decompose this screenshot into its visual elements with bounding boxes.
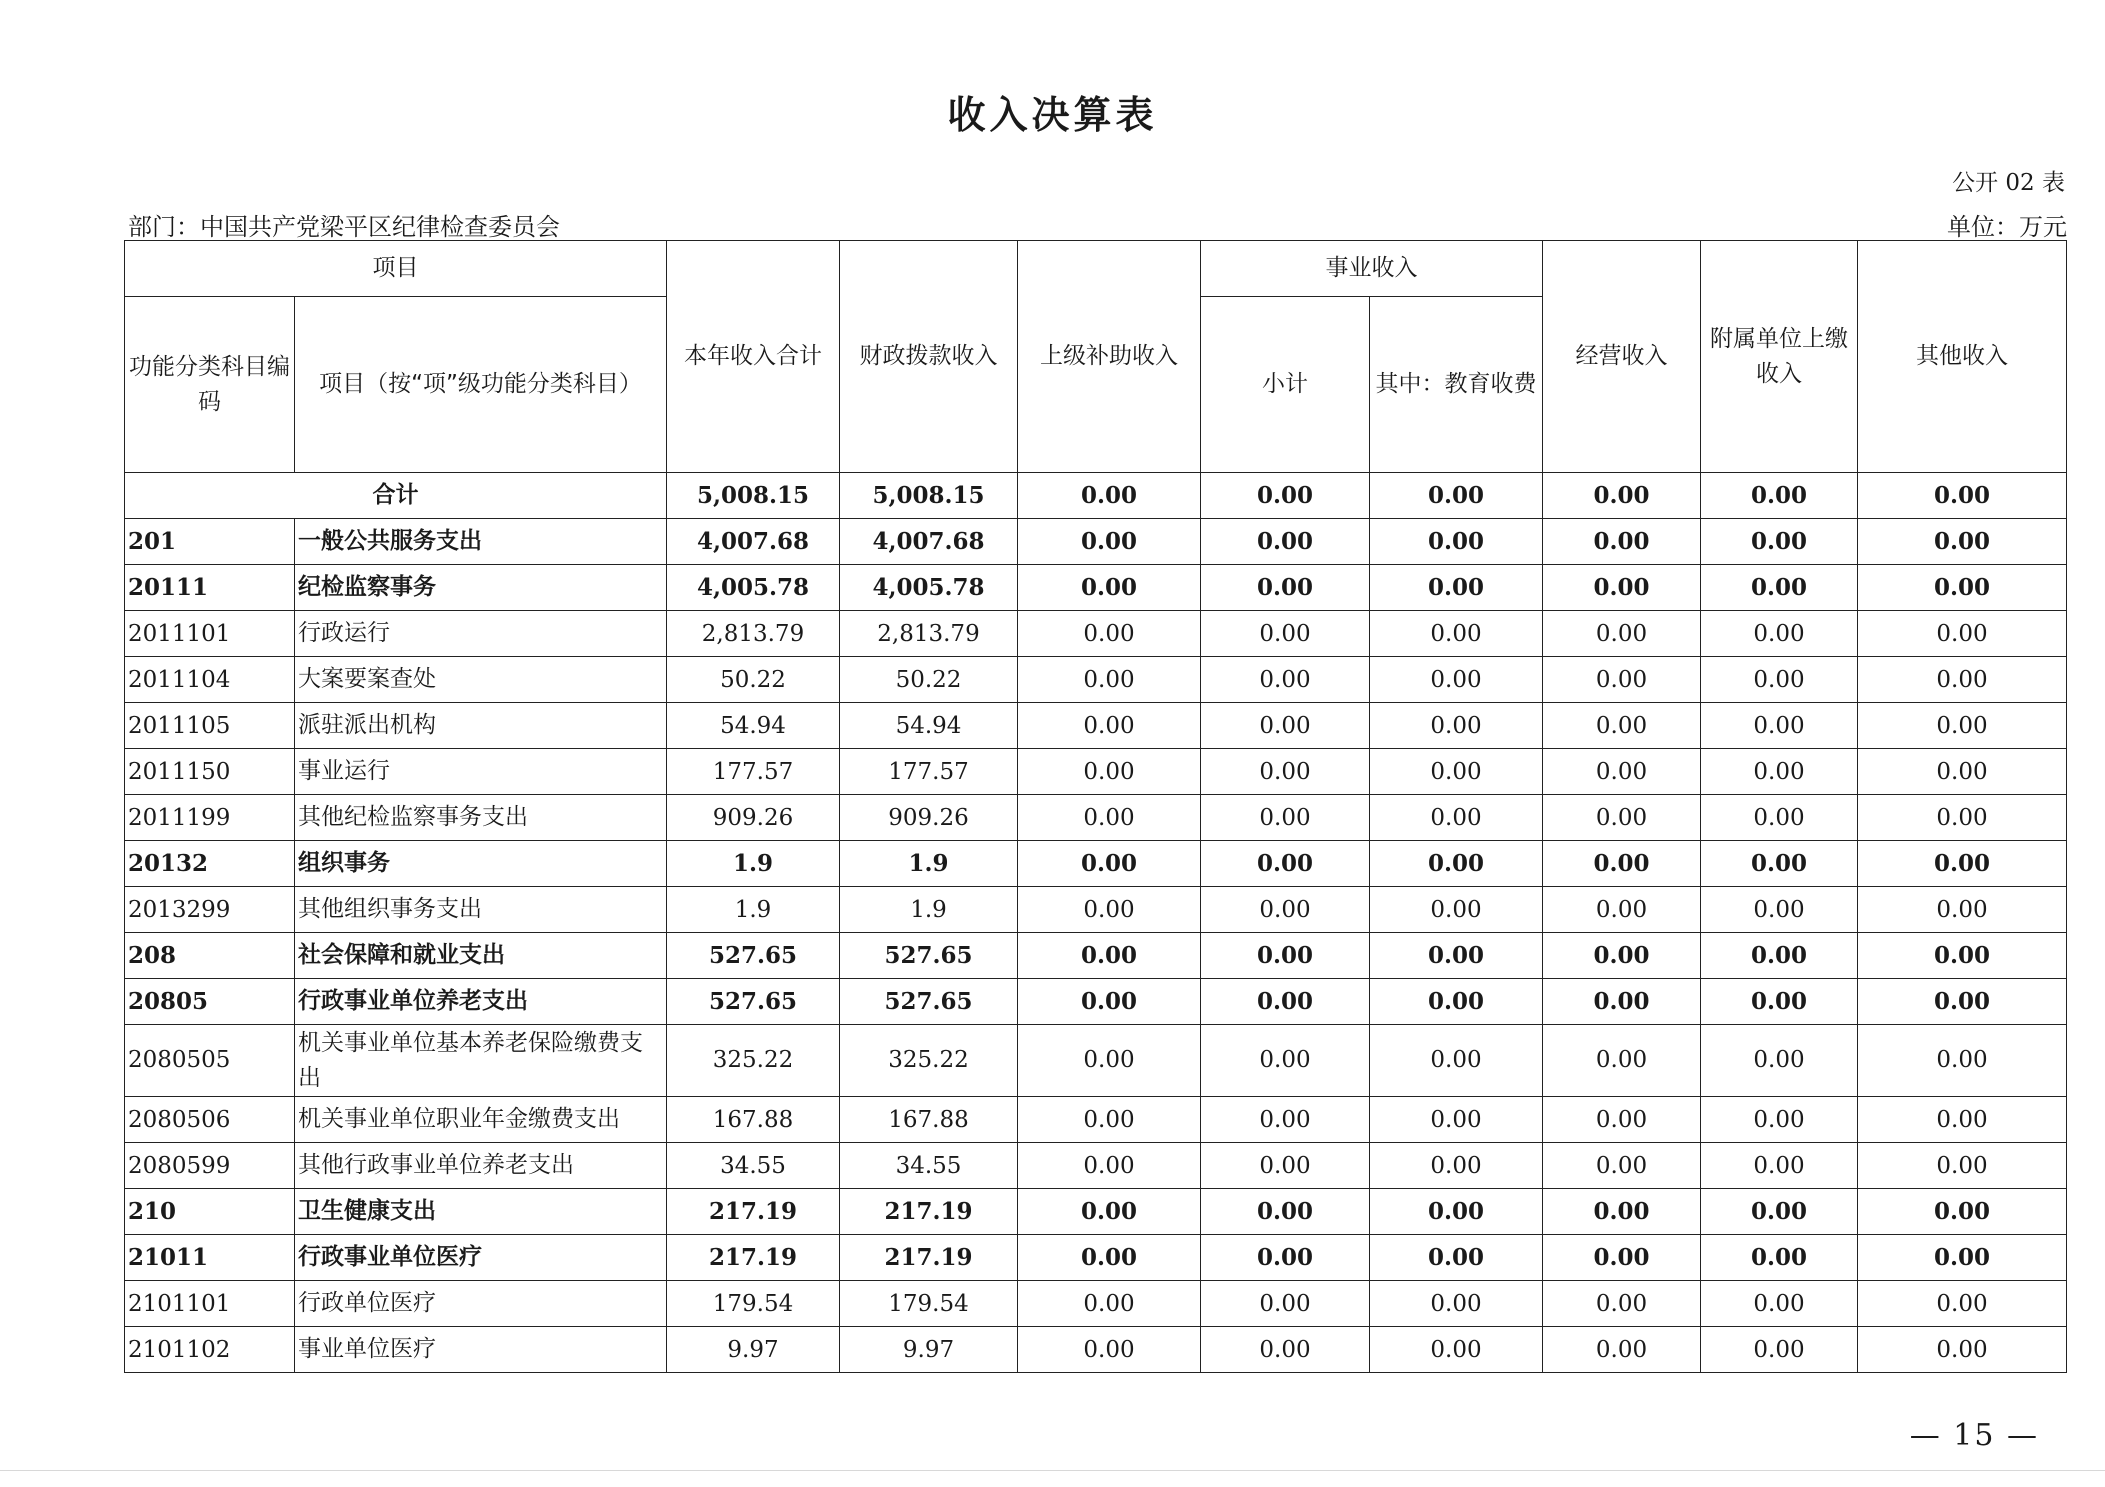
table-row xyxy=(125,657,2067,703)
row-value: 0.00 xyxy=(1201,1097,1370,1143)
table-row xyxy=(125,1235,2067,1281)
header-project-group: 项目 xyxy=(125,241,667,297)
row-value: 0.00 xyxy=(1701,611,1858,657)
department-label: 部门：中国共产党梁平区纪律检查委员会 xyxy=(128,213,560,241)
header-subtotal: 小计 xyxy=(1201,297,1370,473)
table-row xyxy=(125,749,2067,795)
row-value: 0.00 xyxy=(1018,979,1201,1025)
total-value: 0.00 xyxy=(1018,473,1201,519)
row-value: 0.00 xyxy=(1701,749,1858,795)
income-table xyxy=(124,240,2067,1373)
row-value: 0.00 xyxy=(1858,1235,2067,1281)
row-value: 0.00 xyxy=(1858,657,2067,703)
row-value: 0.00 xyxy=(1543,841,1701,887)
row-value: 0.00 xyxy=(1370,749,1543,795)
row-value: 0.00 xyxy=(1858,933,2067,979)
row-value: 0.00 xyxy=(1018,1025,1201,1097)
unit-label: 单位：万元 xyxy=(1947,213,2067,241)
row-value: 34.55 xyxy=(667,1143,840,1189)
row-name: 机关事业单位职业年金缴费支出 xyxy=(295,1097,667,1143)
row-value: 167.88 xyxy=(840,1097,1018,1143)
total-label: 合计 xyxy=(125,473,667,519)
row-value: 0.00 xyxy=(1701,1235,1858,1281)
table-row xyxy=(125,519,2067,565)
table-row xyxy=(125,979,2067,1025)
row-code: 2080505 xyxy=(125,1025,295,1097)
row-name: 行政单位医疗 xyxy=(295,1281,667,1327)
row-value: 527.65 xyxy=(840,979,1018,1025)
row-value: 0.00 xyxy=(1018,611,1201,657)
row-code: 210 xyxy=(125,1189,295,1235)
row-value: 527.65 xyxy=(667,933,840,979)
row-value: 0.00 xyxy=(1543,565,1701,611)
row-value: 0.00 xyxy=(1370,933,1543,979)
row-value: 0.00 xyxy=(1201,1235,1370,1281)
row-value: 0.00 xyxy=(1701,1327,1858,1373)
row-value: 325.22 xyxy=(667,1025,840,1097)
row-value: 0.00 xyxy=(1701,1025,1858,1097)
row-value: 0.00 xyxy=(1701,795,1858,841)
row-value: 177.57 xyxy=(667,749,840,795)
table-row xyxy=(125,1327,2067,1373)
header-business-group: 事业收入 xyxy=(1201,241,1543,297)
row-value: 0.00 xyxy=(1701,565,1858,611)
row-value: 1.9 xyxy=(840,841,1018,887)
table-row xyxy=(125,1025,2067,1097)
row-value: 0.00 xyxy=(1370,1235,1543,1281)
row-value: 0.00 xyxy=(1201,611,1370,657)
row-value: 0.00 xyxy=(1201,841,1370,887)
row-value: 9.97 xyxy=(667,1327,840,1373)
row-value: 527.65 xyxy=(667,979,840,1025)
total-value: 0.00 xyxy=(1858,473,2067,519)
row-value: 34.55 xyxy=(840,1143,1018,1189)
row-value: 0.00 xyxy=(1858,611,2067,657)
row-value: 0.00 xyxy=(1370,795,1543,841)
row-value: 0.00 xyxy=(1701,841,1858,887)
row-value: 217.19 xyxy=(667,1235,840,1281)
row-value: 4,005.78 xyxy=(840,565,1018,611)
row-value: 0.00 xyxy=(1701,1097,1858,1143)
row-name: 行政事业单位医疗 xyxy=(295,1235,667,1281)
row-value: 179.54 xyxy=(840,1281,1018,1327)
row-value: 179.54 xyxy=(667,1281,840,1327)
table-row xyxy=(125,1281,2067,1327)
table-row xyxy=(125,841,2067,887)
row-value: 0.00 xyxy=(1018,519,1201,565)
row-value: 0.00 xyxy=(1701,933,1858,979)
row-name: 行政运行 xyxy=(295,611,667,657)
row-value: 0.00 xyxy=(1018,1235,1201,1281)
row-code: 2011150 xyxy=(125,749,295,795)
row-value: 2,813.79 xyxy=(840,611,1018,657)
row-value: 177.57 xyxy=(840,749,1018,795)
row-value: 0.00 xyxy=(1370,657,1543,703)
row-value: 0.00 xyxy=(1018,565,1201,611)
row-value: 0.00 xyxy=(1543,1097,1701,1143)
row-code: 2101101 xyxy=(125,1281,295,1327)
header-operating: 经营收入 xyxy=(1543,241,1701,473)
row-code: 2011101 xyxy=(125,611,295,657)
row-value: 0.00 xyxy=(1858,1097,2067,1143)
row-value: 0.00 xyxy=(1370,611,1543,657)
row-code: 21011 xyxy=(125,1235,295,1281)
row-code: 208 xyxy=(125,933,295,979)
row-value: 0.00 xyxy=(1543,1189,1701,1235)
row-code: 2080599 xyxy=(125,1143,295,1189)
row-value: 0.00 xyxy=(1543,657,1701,703)
row-value: 0.00 xyxy=(1370,565,1543,611)
header-other: 其他收入 xyxy=(1858,241,2067,473)
row-value: 0.00 xyxy=(1018,933,1201,979)
row-value: 0.00 xyxy=(1701,1189,1858,1235)
row-value: 0.00 xyxy=(1701,657,1858,703)
row-value: 0.00 xyxy=(1201,933,1370,979)
table-row xyxy=(125,887,2067,933)
row-value: 0.00 xyxy=(1543,1327,1701,1373)
row-value: 0.00 xyxy=(1701,887,1858,933)
row-value: 0.00 xyxy=(1858,1327,2067,1373)
row-value: 0.00 xyxy=(1543,611,1701,657)
row-value: 0.00 xyxy=(1370,841,1543,887)
row-value: 0.00 xyxy=(1018,887,1201,933)
page-title: 收入决算表 xyxy=(947,93,1158,137)
row-value: 0.00 xyxy=(1543,749,1701,795)
row-value: 217.19 xyxy=(667,1189,840,1235)
row-value: 0.00 xyxy=(1201,657,1370,703)
total-value: 0.00 xyxy=(1701,473,1858,519)
row-value: 0.00 xyxy=(1370,1327,1543,1373)
row-value: 0.00 xyxy=(1858,1025,2067,1097)
row-value: 0.00 xyxy=(1701,1143,1858,1189)
row-value: 0.00 xyxy=(1701,703,1858,749)
total-value: 5,008.15 xyxy=(667,473,840,519)
row-value: 0.00 xyxy=(1543,703,1701,749)
row-name: 纪检监察事务 xyxy=(295,565,667,611)
row-value: 0.00 xyxy=(1858,749,2067,795)
row-value: 0.00 xyxy=(1370,1025,1543,1097)
row-value: 0.00 xyxy=(1370,1143,1543,1189)
row-value: 325.22 xyxy=(840,1025,1018,1097)
row-value: 0.00 xyxy=(1543,1025,1701,1097)
row-value: 0.00 xyxy=(1018,1327,1201,1373)
header-name: 项目（按“项”级功能分类科目） xyxy=(295,297,667,473)
row-code: 2101102 xyxy=(125,1327,295,1373)
row-name: 派驻派出机构 xyxy=(295,703,667,749)
row-value: 54.94 xyxy=(840,703,1018,749)
table-row xyxy=(125,703,2067,749)
row-name: 其他组织事务支出 xyxy=(295,887,667,933)
row-value: 0.00 xyxy=(1201,1281,1370,1327)
row-value: 0.00 xyxy=(1543,1281,1701,1327)
row-value: 0.00 xyxy=(1018,703,1201,749)
row-value: 0.00 xyxy=(1858,1281,2067,1327)
header-code: 功能分类科目编码 xyxy=(125,297,295,473)
row-value: 0.00 xyxy=(1858,565,2067,611)
table-body xyxy=(125,473,2067,1373)
row-value: 0.00 xyxy=(1201,565,1370,611)
row-code: 2080506 xyxy=(125,1097,295,1143)
table-row xyxy=(125,1097,2067,1143)
row-value: 0.00 xyxy=(1858,795,2067,841)
row-value: 0.00 xyxy=(1701,519,1858,565)
page-number: — 15 — xyxy=(1909,1418,2039,1453)
total-value: 5,008.15 xyxy=(840,473,1018,519)
row-value: 54.94 xyxy=(667,703,840,749)
row-value: 217.19 xyxy=(840,1235,1018,1281)
scan-edge xyxy=(0,1470,2105,1471)
table-row xyxy=(125,611,2067,657)
row-name: 事业运行 xyxy=(295,749,667,795)
row-value: 167.88 xyxy=(667,1097,840,1143)
row-code: 201 xyxy=(125,519,295,565)
row-value: 0.00 xyxy=(1858,703,2067,749)
total-value: 0.00 xyxy=(1370,473,1543,519)
row-value: 0.00 xyxy=(1201,749,1370,795)
row-value: 0.00 xyxy=(1201,1025,1370,1097)
header-education: 其中：教育收费 xyxy=(1370,297,1543,473)
row-name: 事业单位医疗 xyxy=(295,1327,667,1373)
row-value: 0.00 xyxy=(1201,887,1370,933)
row-value: 9.97 xyxy=(840,1327,1018,1373)
row-value: 0.00 xyxy=(1018,1097,1201,1143)
row-code: 20805 xyxy=(125,979,295,1025)
row-value: 0.00 xyxy=(1858,887,2067,933)
row-value: 0.00 xyxy=(1201,1143,1370,1189)
row-value: 4,007.68 xyxy=(840,519,1018,565)
row-name: 组织事务 xyxy=(295,841,667,887)
header-total: 本年收入合计 xyxy=(667,241,840,473)
total-value: 0.00 xyxy=(1201,473,1370,519)
row-value: 4,005.78 xyxy=(667,565,840,611)
row-code: 2013299 xyxy=(125,887,295,933)
row-name: 机关事业单位基本养老保险缴费支出 xyxy=(295,1025,667,1097)
row-name: 社会保障和就业支出 xyxy=(295,933,667,979)
row-value: 0.00 xyxy=(1370,519,1543,565)
row-value: 1.9 xyxy=(667,841,840,887)
row-code: 2011104 xyxy=(125,657,295,703)
row-name: 卫生健康支出 xyxy=(295,1189,667,1235)
table-row xyxy=(125,933,2067,979)
row-value: 0.00 xyxy=(1018,841,1201,887)
row-value: 0.00 xyxy=(1018,795,1201,841)
header-superior: 上级补助收入 xyxy=(1018,241,1201,473)
row-value: 0.00 xyxy=(1370,1097,1543,1143)
total-value: 0.00 xyxy=(1543,473,1701,519)
row-value: 0.00 xyxy=(1858,979,2067,1025)
row-value: 0.00 xyxy=(1858,1189,2067,1235)
row-value: 0.00 xyxy=(1201,519,1370,565)
row-value: 0.00 xyxy=(1543,1235,1701,1281)
row-value: 0.00 xyxy=(1543,887,1701,933)
row-value: 0.00 xyxy=(1858,519,2067,565)
row-name: 行政事业单位养老支出 xyxy=(295,979,667,1025)
row-name: 其他纪检监察事务支出 xyxy=(295,795,667,841)
table-row xyxy=(125,565,2067,611)
row-value: 0.00 xyxy=(1201,795,1370,841)
row-value: 0.00 xyxy=(1543,933,1701,979)
form-number: 公开 02 表 xyxy=(1952,170,2065,196)
row-name: 其他行政事业单位养老支出 xyxy=(295,1143,667,1189)
row-value: 0.00 xyxy=(1701,979,1858,1025)
row-name: 一般公共服务支出 xyxy=(295,519,667,565)
row-value: 909.26 xyxy=(840,795,1018,841)
row-value: 0.00 xyxy=(1543,795,1701,841)
row-value: 527.65 xyxy=(840,933,1018,979)
row-value: 1.9 xyxy=(667,887,840,933)
row-value: 0.00 xyxy=(1018,749,1201,795)
row-value: 0.00 xyxy=(1543,519,1701,565)
row-value: 0.00 xyxy=(1370,703,1543,749)
row-value: 0.00 xyxy=(1543,1143,1701,1189)
row-value: 50.22 xyxy=(840,657,1018,703)
row-value: 0.00 xyxy=(1370,887,1543,933)
row-value: 4,007.68 xyxy=(667,519,840,565)
row-value: 217.19 xyxy=(840,1189,1018,1235)
row-value: 0.00 xyxy=(1201,703,1370,749)
row-value: 0.00 xyxy=(1018,1143,1201,1189)
table-row xyxy=(125,795,2067,841)
header-affiliated: 附属单位上缴收入 xyxy=(1701,241,1858,473)
row-value: 0.00 xyxy=(1543,979,1701,1025)
row-value: 0.00 xyxy=(1201,1189,1370,1235)
row-value: 0.00 xyxy=(1201,979,1370,1025)
row-name: 大案要案查处 xyxy=(295,657,667,703)
header-fiscal: 财政拨款收入 xyxy=(840,241,1018,473)
row-value: 0.00 xyxy=(1018,1281,1201,1327)
row-value: 0.00 xyxy=(1018,1189,1201,1235)
row-value: 0.00 xyxy=(1858,841,2067,887)
row-value: 2,813.79 xyxy=(667,611,840,657)
table-row xyxy=(125,1189,2067,1235)
row-value: 0.00 xyxy=(1701,1281,1858,1327)
row-value: 0.00 xyxy=(1858,1143,2067,1189)
row-code: 2011105 xyxy=(125,703,295,749)
row-value: 50.22 xyxy=(667,657,840,703)
row-code: 2011199 xyxy=(125,795,295,841)
row-value: 1.9 xyxy=(840,887,1018,933)
row-value: 0.00 xyxy=(1370,979,1543,1025)
total-row xyxy=(125,473,2067,519)
row-value: 0.00 xyxy=(1018,657,1201,703)
row-value: 0.00 xyxy=(1370,1281,1543,1327)
row-value: 909.26 xyxy=(667,795,840,841)
row-value: 0.00 xyxy=(1370,1189,1543,1235)
row-value: 0.00 xyxy=(1201,1327,1370,1373)
row-code: 20132 xyxy=(125,841,295,887)
table-row xyxy=(125,1143,2067,1189)
row-code: 20111 xyxy=(125,565,295,611)
